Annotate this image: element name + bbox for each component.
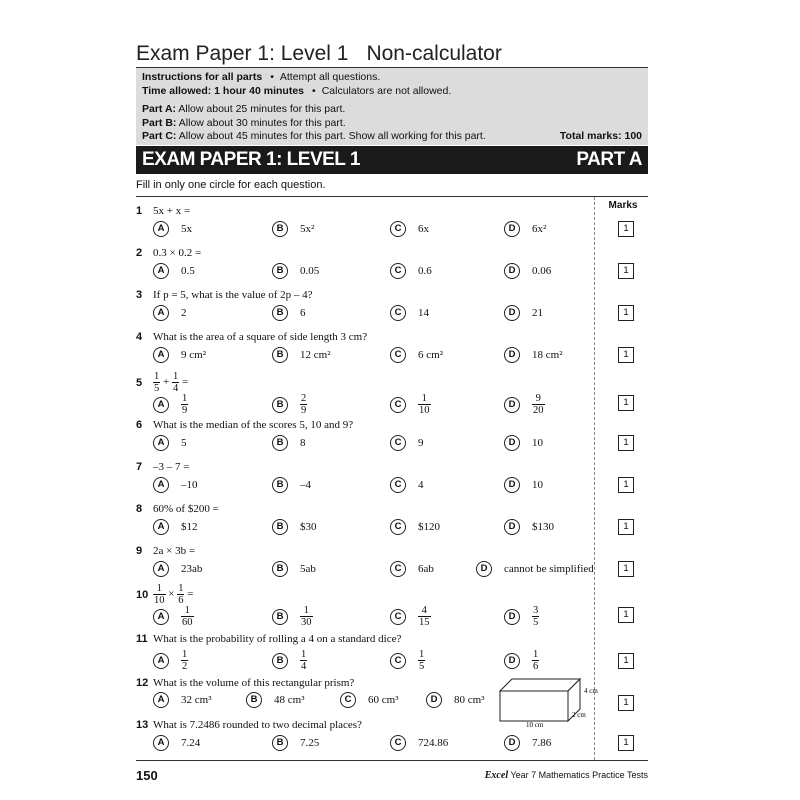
option-b-circle[interactable]: B — [272, 435, 288, 451]
option-c: $\frac{1}{10}$ — [419, 393, 430, 416]
option-c-circle[interactable]: C — [390, 561, 406, 577]
option-b: $30 — [300, 521, 317, 533]
question-number: 7 — [136, 461, 143, 473]
question-text: What is the median of the scores 5, 10 and 9? — [153, 419, 354, 431]
option-a-circle[interactable]: A — [153, 305, 169, 321]
option-a: 5x — [181, 223, 192, 235]
questions-area — [136, 196, 648, 761]
option-b: –4 — [300, 479, 311, 491]
dim-height: 4 cm — [584, 687, 598, 695]
option-d-circle[interactable]: D — [504, 609, 520, 625]
option-a-circle[interactable]: A — [153, 221, 169, 237]
option-d-circle[interactable]: D — [476, 561, 492, 577]
title-main: Exam Paper 1: Level 1 — [136, 42, 349, 65]
part-c-text: Allow about 45 minutes for this part. Show all working for this part. — [178, 130, 486, 142]
option-c: 9 — [418, 437, 424, 449]
question-text: 60% of $200 = — [153, 503, 219, 515]
page-title — [136, 42, 502, 66]
option-a: $\frac{1}{9}$ — [182, 393, 188, 416]
part-a-text: Allow about 25 minutes for this part. — [178, 103, 346, 115]
option-d-circle[interactable]: D — [504, 477, 520, 493]
option-b-circle[interactable]: B — [272, 609, 288, 625]
option-d-circle[interactable]: D — [504, 397, 520, 413]
option-c: 4 — [418, 479, 424, 491]
footer-book-title — [485, 770, 648, 781]
option-c: 724.86 — [418, 737, 449, 749]
question-number: 11 — [136, 633, 148, 645]
fraction: $\frac{1}{10}$ — [154, 583, 165, 606]
option-b-circle[interactable]: B — [272, 347, 288, 363]
option-c-circle[interactable]: C — [390, 397, 406, 413]
brand-logo: Excel — [484, 770, 509, 781]
option-d: 18 cm² — [532, 349, 563, 361]
question-text: $\frac{1}{5}$ + $\frac{1}{4}$ = — [154, 371, 189, 394]
option-c: 0.6 — [418, 265, 432, 277]
option-a: 5 — [181, 437, 187, 449]
question-text: If p = 5, what is the value of 2p – 4? — [153, 289, 313, 301]
question-text: What is the area of a square of side length 3 cm? — [153, 331, 368, 343]
page-number: 150 — [136, 768, 158, 783]
option-c-circle[interactable]: C — [390, 519, 406, 535]
exam-page — [136, 0, 648, 800]
question-number: 4 — [136, 331, 143, 343]
option-a: 7.24 — [181, 737, 201, 749]
option-b-circle[interactable]: B — [272, 305, 288, 321]
question-number: 1 — [136, 205, 143, 217]
dim-width: 10 cm — [526, 721, 544, 729]
option-a: –10 — [181, 479, 198, 491]
option-b-circle[interactable]: B — [272, 263, 288, 279]
option-d: 7.86 — [532, 737, 552, 749]
option-b: $\frac{1}{4}$ — [301, 649, 307, 672]
option-b-circle[interactable]: B — [272, 561, 288, 577]
mark-box: 1 — [618, 695, 634, 711]
instr-text: Attempt all questions. — [279, 71, 381, 83]
option-d: $\frac{3}{5}$ — [533, 605, 539, 628]
title-sub: Non-calculator — [366, 42, 502, 65]
option-d: $\frac{9}{20}$ — [533, 393, 544, 416]
option-d: 80 cm³ — [454, 694, 485, 706]
option-c-circle[interactable]: C — [390, 609, 406, 625]
question-number: 10 — [136, 589, 149, 601]
mark-box: 1 — [618, 435, 634, 451]
option-d: 0.06 — [532, 265, 552, 277]
section-banner — [136, 146, 648, 174]
marks-header: Marks — [608, 200, 638, 211]
option-b: $\frac{1}{30}$ — [301, 605, 312, 628]
option-a: 32 cm³ — [181, 694, 212, 706]
fraction: $\frac{1}{6}$ — [178, 583, 184, 606]
mark-box: 1 — [618, 395, 634, 411]
mark-box: 1 — [618, 263, 634, 279]
option-d-circle[interactable]: D — [504, 735, 520, 751]
bullet: • — [312, 84, 316, 97]
question-text: What is the probability of rolling a 4 on a standard dice? — [153, 633, 402, 645]
option-b-circle[interactable]: B — [272, 519, 288, 535]
option-b: 6 — [300, 307, 306, 319]
mark-box: 1 — [618, 519, 634, 535]
option-d: 10 — [532, 479, 543, 491]
question-number: 5 — [136, 377, 143, 389]
footer-text: Year 7 Mathematics Practice Tests — [510, 770, 648, 780]
option-a: $\frac{1}{2}$ — [182, 649, 188, 672]
option-a-circle[interactable]: A — [153, 477, 169, 493]
option-a-circle[interactable]: A — [153, 653, 169, 669]
option-c: 6 cm² — [418, 349, 443, 361]
question-text: –3 – 7 = — [153, 461, 190, 473]
question-text: $\frac{1}{10}$ × $\frac{1}{6}$ = — [154, 583, 194, 606]
option-c-circle[interactable]: C — [390, 221, 406, 237]
part-b-label: Part B: — [142, 116, 177, 129]
banner-title: EXAM PAPER 1: LEVEL 1 — [142, 149, 360, 170]
option-b: 8 — [300, 437, 306, 449]
option-a-circle[interactable]: A — [153, 263, 169, 279]
question-number: 3 — [136, 289, 143, 301]
question-text: 0.3 × 0.2 = — [153, 247, 202, 259]
option-b-circle[interactable]: B — [246, 692, 262, 708]
option-a-circle[interactable]: A — [153, 435, 169, 451]
option-c: 6x — [418, 223, 429, 235]
mark-box: 1 — [618, 653, 634, 669]
instructions-box — [136, 67, 648, 145]
option-c-circle[interactable]: C — [390, 347, 406, 363]
option-a-circle[interactable]: A — [153, 347, 169, 363]
option-d-circle[interactable]: D — [504, 305, 520, 321]
question-number: 9 — [136, 545, 143, 557]
question-number: 2 — [136, 247, 143, 259]
option-b: $\frac{2}{9}$ — [301, 393, 307, 416]
option-a: 23ab — [181, 563, 203, 575]
option-b-circle[interactable]: B — [272, 397, 288, 413]
option-c-circle[interactable]: C — [390, 435, 406, 451]
mark-box: 1 — [618, 477, 634, 493]
option-c-circle[interactable]: C — [390, 477, 406, 493]
bullet: • — [270, 71, 274, 83]
fraction: $\frac{1}{4}$ — [172, 371, 179, 394]
option-c: $\frac{1}{5}$ — [419, 649, 425, 672]
total-marks: Total marks: 100 — [559, 130, 642, 142]
mark-box: 1 — [618, 607, 634, 623]
option-d: 10 — [532, 437, 543, 449]
question-number: 8 — [136, 503, 143, 515]
option-c: 14 — [418, 307, 429, 319]
option-d: $130 — [532, 521, 554, 533]
option-c-circle[interactable]: C — [390, 653, 406, 669]
fill-instruction: Fill in only one circle for each question. — [136, 179, 326, 191]
option-c-circle[interactable]: C — [340, 692, 356, 708]
option-d-circle[interactable]: D — [504, 435, 520, 451]
option-d: $\frac{1}{6}$ — [533, 649, 539, 672]
option-b: 0.05 — [300, 265, 320, 277]
dim-depth: 2 cm — [572, 711, 586, 719]
mark-box: 1 — [618, 347, 634, 363]
option-a: $12 — [181, 521, 198, 533]
option-a-circle[interactable]: A — [153, 397, 169, 413]
question-number: 13 — [136, 719, 149, 731]
option-c-circle[interactable]: C — [390, 305, 406, 321]
option-b-circle[interactable]: B — [272, 653, 288, 669]
option-a: 2 — [181, 307, 187, 319]
option-d-circle[interactable]: D — [504, 221, 520, 237]
option-a-circle[interactable]: A — [153, 735, 169, 751]
question-number: 6 — [136, 419, 143, 431]
calc-note: Calculators are not allowed. — [321, 84, 452, 97]
option-c: 60 cm³ — [368, 694, 399, 706]
option-b: 48 cm³ — [274, 694, 305, 706]
question-text: 5x + x = — [153, 205, 191, 217]
option-b: 5ab — [300, 563, 316, 575]
option-c: 6ab — [418, 563, 434, 575]
part-c-label: Part C: — [142, 130, 177, 142]
option-a-circle[interactable]: A — [153, 519, 169, 535]
question-text: 2a × 3b = — [153, 545, 196, 557]
option-a-circle[interactable]: A — [153, 692, 169, 708]
part-a-label: Part A: — [142, 103, 177, 115]
instr-label: Instructions for all parts — [142, 71, 263, 83]
option-d: 6x² — [532, 223, 547, 235]
option-b-circle[interactable]: B — [272, 221, 288, 237]
question-text: What is 7.2486 rounded to two decimal places? — [153, 719, 362, 731]
question-number: 12 — [136, 677, 149, 689]
option-b-circle[interactable]: B — [272, 477, 288, 493]
option-b: 5x² — [300, 223, 315, 235]
option-d-circle[interactable]: D — [426, 692, 442, 708]
option-b: 7.25 — [300, 737, 320, 749]
option-b: 12 cm² — [300, 349, 331, 361]
option-d-circle[interactable]: D — [504, 263, 520, 279]
option-a: 0.5 — [181, 265, 195, 277]
option-d-circle[interactable]: D — [504, 519, 520, 535]
option-c-circle[interactable]: C — [390, 735, 406, 751]
option-a-circle[interactable]: A — [153, 561, 169, 577]
mark-box: 1 — [618, 221, 634, 237]
marks-divider — [594, 197, 595, 760]
option-d-circle[interactable]: D — [504, 653, 520, 669]
option-c: $120 — [418, 521, 440, 533]
rectangular-prism-diagram — [498, 671, 598, 729]
mark-box: 1 — [618, 735, 634, 751]
option-c-circle[interactable]: C — [390, 263, 406, 279]
banner-part: PART A — [576, 149, 642, 170]
question-text: What is the volume of this rectangular prism? — [153, 677, 355, 689]
option-a-circle[interactable]: A — [153, 609, 169, 625]
option-d: 21 — [532, 307, 543, 319]
mark-box: 1 — [618, 305, 634, 321]
option-a: $\frac{1}{60}$ — [182, 605, 193, 628]
option-b-circle[interactable]: B — [272, 735, 288, 751]
option-d-circle[interactable]: D — [504, 347, 520, 363]
time-allowed: Time allowed: 1 hour 40 minutes — [142, 84, 305, 97]
option-d: cannot be simplified — [504, 563, 594, 575]
part-b-text: Allow about 30 minutes for this part. — [178, 116, 346, 129]
mark-box: 1 — [618, 561, 634, 577]
option-c: $\frac{4}{15}$ — [419, 605, 430, 628]
option-a: 9 cm² — [181, 349, 206, 361]
fraction: $\frac{1}{5}$ — [154, 371, 160, 394]
